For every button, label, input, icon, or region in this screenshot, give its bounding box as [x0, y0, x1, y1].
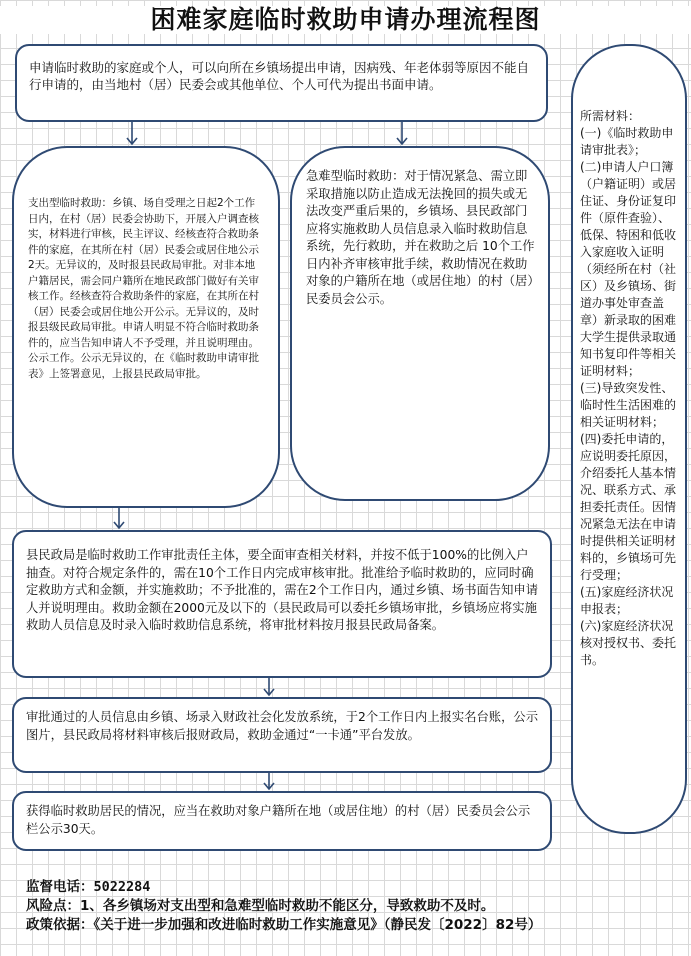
- arrow-review-to-payment: [263, 677, 275, 699]
- arrow-apply-to-expense: [126, 122, 138, 148]
- page-title: 困难家庭临时救助申请办理流程图: [0, 6, 691, 34]
- policy-basis: [26, 916, 541, 934]
- step-expense-type: 支出型临时救助：乡镇、场自受理之日起2个工作日内，在村（居）民委会协助下，开展入户调查核实，材料进行审核，民主评议、经核查符合救助条件的家庭，在其所在村（居）民委会或居住地公示2天。无异议的，及时报县民政局审批。对非本地户籍居民，需会同户籍所在地民政部门做好有关审核工作。经核查符合救助条件的家庭，在其所在村（居）民委会或居住地公开公示。无异议的，及时报县级民政局审批。申请人明显不符合临时救助条件的，应当告知申请人不予受理，并且说明理由。 公示工作。公示无异议的，在《临时救助申请审批表》上签署意见，上报县民政局审批。: [12, 146, 280, 508]
- policy-text: 《关于进一步加强和改进临时救助工作实施意见》（静民发〔2022〕82号）: [93, 917, 542, 933]
- risk-label: 风险点：: [26, 898, 80, 914]
- step-payment: 审批通过的人员信息由乡镇、场录入财政社会化发放系统，于2个工作日内上报实名台账，公示图片，县民政局将材料审核后报财政局，救助金通过“一卡通”平台发放。: [12, 697, 552, 773]
- step-apply: 申请临时救助的家庭或个人，可以向所在乡镇场提出申请，因病残、年老体弱等原因不能自行申请的，由当地村（居）民委会或其他单位、个人可代为提出书面申请。: [15, 44, 548, 122]
- risk-text: 1、各乡镇场对支出型和急难型临时救助不能区分，导致救助不及时。: [80, 898, 495, 914]
- supervision-phone: [26, 878, 150, 896]
- materials-list: 所需材料： (一)《临时救助申请审批表》； (二)申请人户口簿（户籍证明）或居住证、身份证复印件（原件查验）、低保、特困和低收入家庭收入证明（须经所在村（社区）及乡镇场、街道办事处审查盖章）新录取的困难大学生提供录取通知书复印件等相关证明材料； (三)导致突发性、临时性生活困难的相关证明材料； (四)委托申请的，应说明委托原因，介绍委托人基本情况、联系方式、承担委托责任。因情况紧急无法在申请时提供相关证明材料的，乡镇场可先行受理； (五)家庭经济状况申报表； (六)家庭经济状况核对授权书、委托书。: [571, 44, 687, 834]
- step-urgent-type: 急难型临时救助：对于情况紧急、需立即采取措施以防止造成无法挽回的损失或无法改变严重后果的，乡镇场、县民政部门应将实施救助人员信息录入临时救助信息系统，先行救助，并在救助之后 10个工作日内补齐审核审批手续，救助情况在救助对象的户籍所在地（或居住地）的村（居）民委员会公示。: [290, 146, 550, 501]
- phone-label: 监督电话：: [26, 879, 94, 895]
- step-publicize: 获得临时救助居民的情况，应当在救助对象户籍所在地（或居住地）的村（居）民委员会公示栏公示30天。: [12, 791, 552, 851]
- policy-label: 政策依据：: [26, 917, 94, 933]
- step-county-review: 县民政局是临时救助工作审批责任主体，要全面审查相关材料，并按不低于100%的比例入户抽查。对符合规定条件的，需在10个工作日内完成审核审批。批准给予临时救助的，应同时确定救助方式和金额，并实施救助；不予批准的，需在2个工作日内，通过乡镇、场书面告知申请人并说明理由。救助金额在2000元及以下的（县民政局可以委托乡镇场审批，乡镇场应将实施救助人员信息及时录入临时救助信息系统，将审批材料按月报县民政局备案。: [12, 530, 552, 678]
- arrow-payment-to-publicize: [263, 772, 275, 793]
- risk-point: [26, 897, 494, 915]
- phone-number: 5022284: [93, 879, 151, 895]
- arrow-expense-to-review: [113, 507, 125, 532]
- arrow-apply-to-urgent: [396, 122, 408, 148]
